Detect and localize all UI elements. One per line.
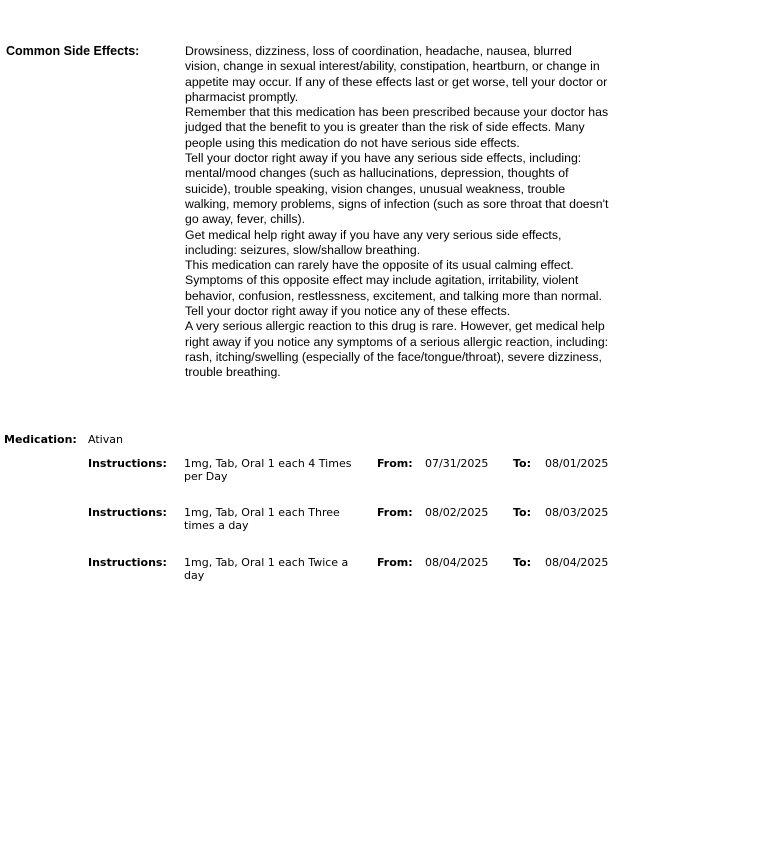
side-effects-text	[185, 44, 609, 381]
instructions-label: Instructions:	[88, 457, 167, 470]
side-effects-paragraph: Tell your doctor right away if you have any serious side effects, including: mental/mood changes (such as hallucinations, depression, thoughts of suicide), trouble speaking, vision changes, unusual weakness, trouble walking, memory problems, signs of infection (such as sore throat that doesn't go away, fever, chills).	[185, 151, 609, 227]
side-effects-paragraph: A very serious allergic reaction to this drug is rare. However, get medical help right away if you notice any symptoms of a serious allergic reaction, including: rash, itching/swelling (especially of the face/tongue/throat), severe dizziness, trouble breathing.	[185, 319, 609, 380]
side-effects-paragraph: This medication can rarely have the opposite of its usual calming effect. Symptoms of this opposite effect may include agitation, irritability, violent behavior, confusion, restlessness, excitement, and talking more than normal. Tell your doctor right away if you notice any of these effects.	[185, 258, 602, 319]
instructions-text: 1mg, Tab, Oral 1 each Three times a day	[184, 506, 340, 532]
from-date: 07/31/2025	[425, 457, 489, 470]
to-label: To:	[513, 556, 531, 569]
from-date: 08/02/2025	[425, 506, 489, 519]
side-effects-paragraph: Get medical help right away if you have any very serious side effects, including: seizures, slow/shallow breathing.	[185, 227, 562, 257]
to-label: To:	[513, 457, 531, 470]
instructions-label: Instructions:	[88, 506, 167, 519]
instructions-text: 1mg, Tab, Oral 1 each Twice a day	[184, 556, 349, 582]
side-effects-label: Common Side Effects:	[6, 44, 140, 58]
medication-name: Ativan	[88, 433, 123, 446]
from-date: 08/04/2025	[425, 556, 489, 569]
instruction-row	[0, 457, 768, 497]
to-date: 08/04/2025	[545, 556, 609, 569]
from-label: From:	[377, 457, 413, 470]
from-label: From:	[377, 506, 413, 519]
side-effects-paragraph: Drowsiness, dizziness, loss of coordination, headache, nausea, blurred vision, change in sexual interest/ability, constipation, heartburn, or change in appetite may occur. If any of these effects last or get worse, tell your doctor or pharmacist promptly.	[185, 44, 608, 104]
instructions-label: Instructions:	[88, 556, 167, 569]
instructions-text: 1mg, Tab, Oral 1 each 4 Times per Day	[184, 457, 352, 483]
to-date: 08/03/2025	[545, 506, 609, 519]
to-date: 08/01/2025	[545, 457, 609, 470]
to-label: To:	[513, 506, 531, 519]
medication-label: Medication:	[4, 433, 77, 446]
from-label: From:	[377, 556, 413, 569]
side-effects-paragraph: Remember that this medication has been prescribed because your doctor has judged that the benefit to you is greater than the risk of side effects. Many people using this medication do not have serious side effects.	[185, 105, 609, 150]
instruction-row	[0, 506, 768, 546]
instruction-row	[0, 556, 768, 596]
